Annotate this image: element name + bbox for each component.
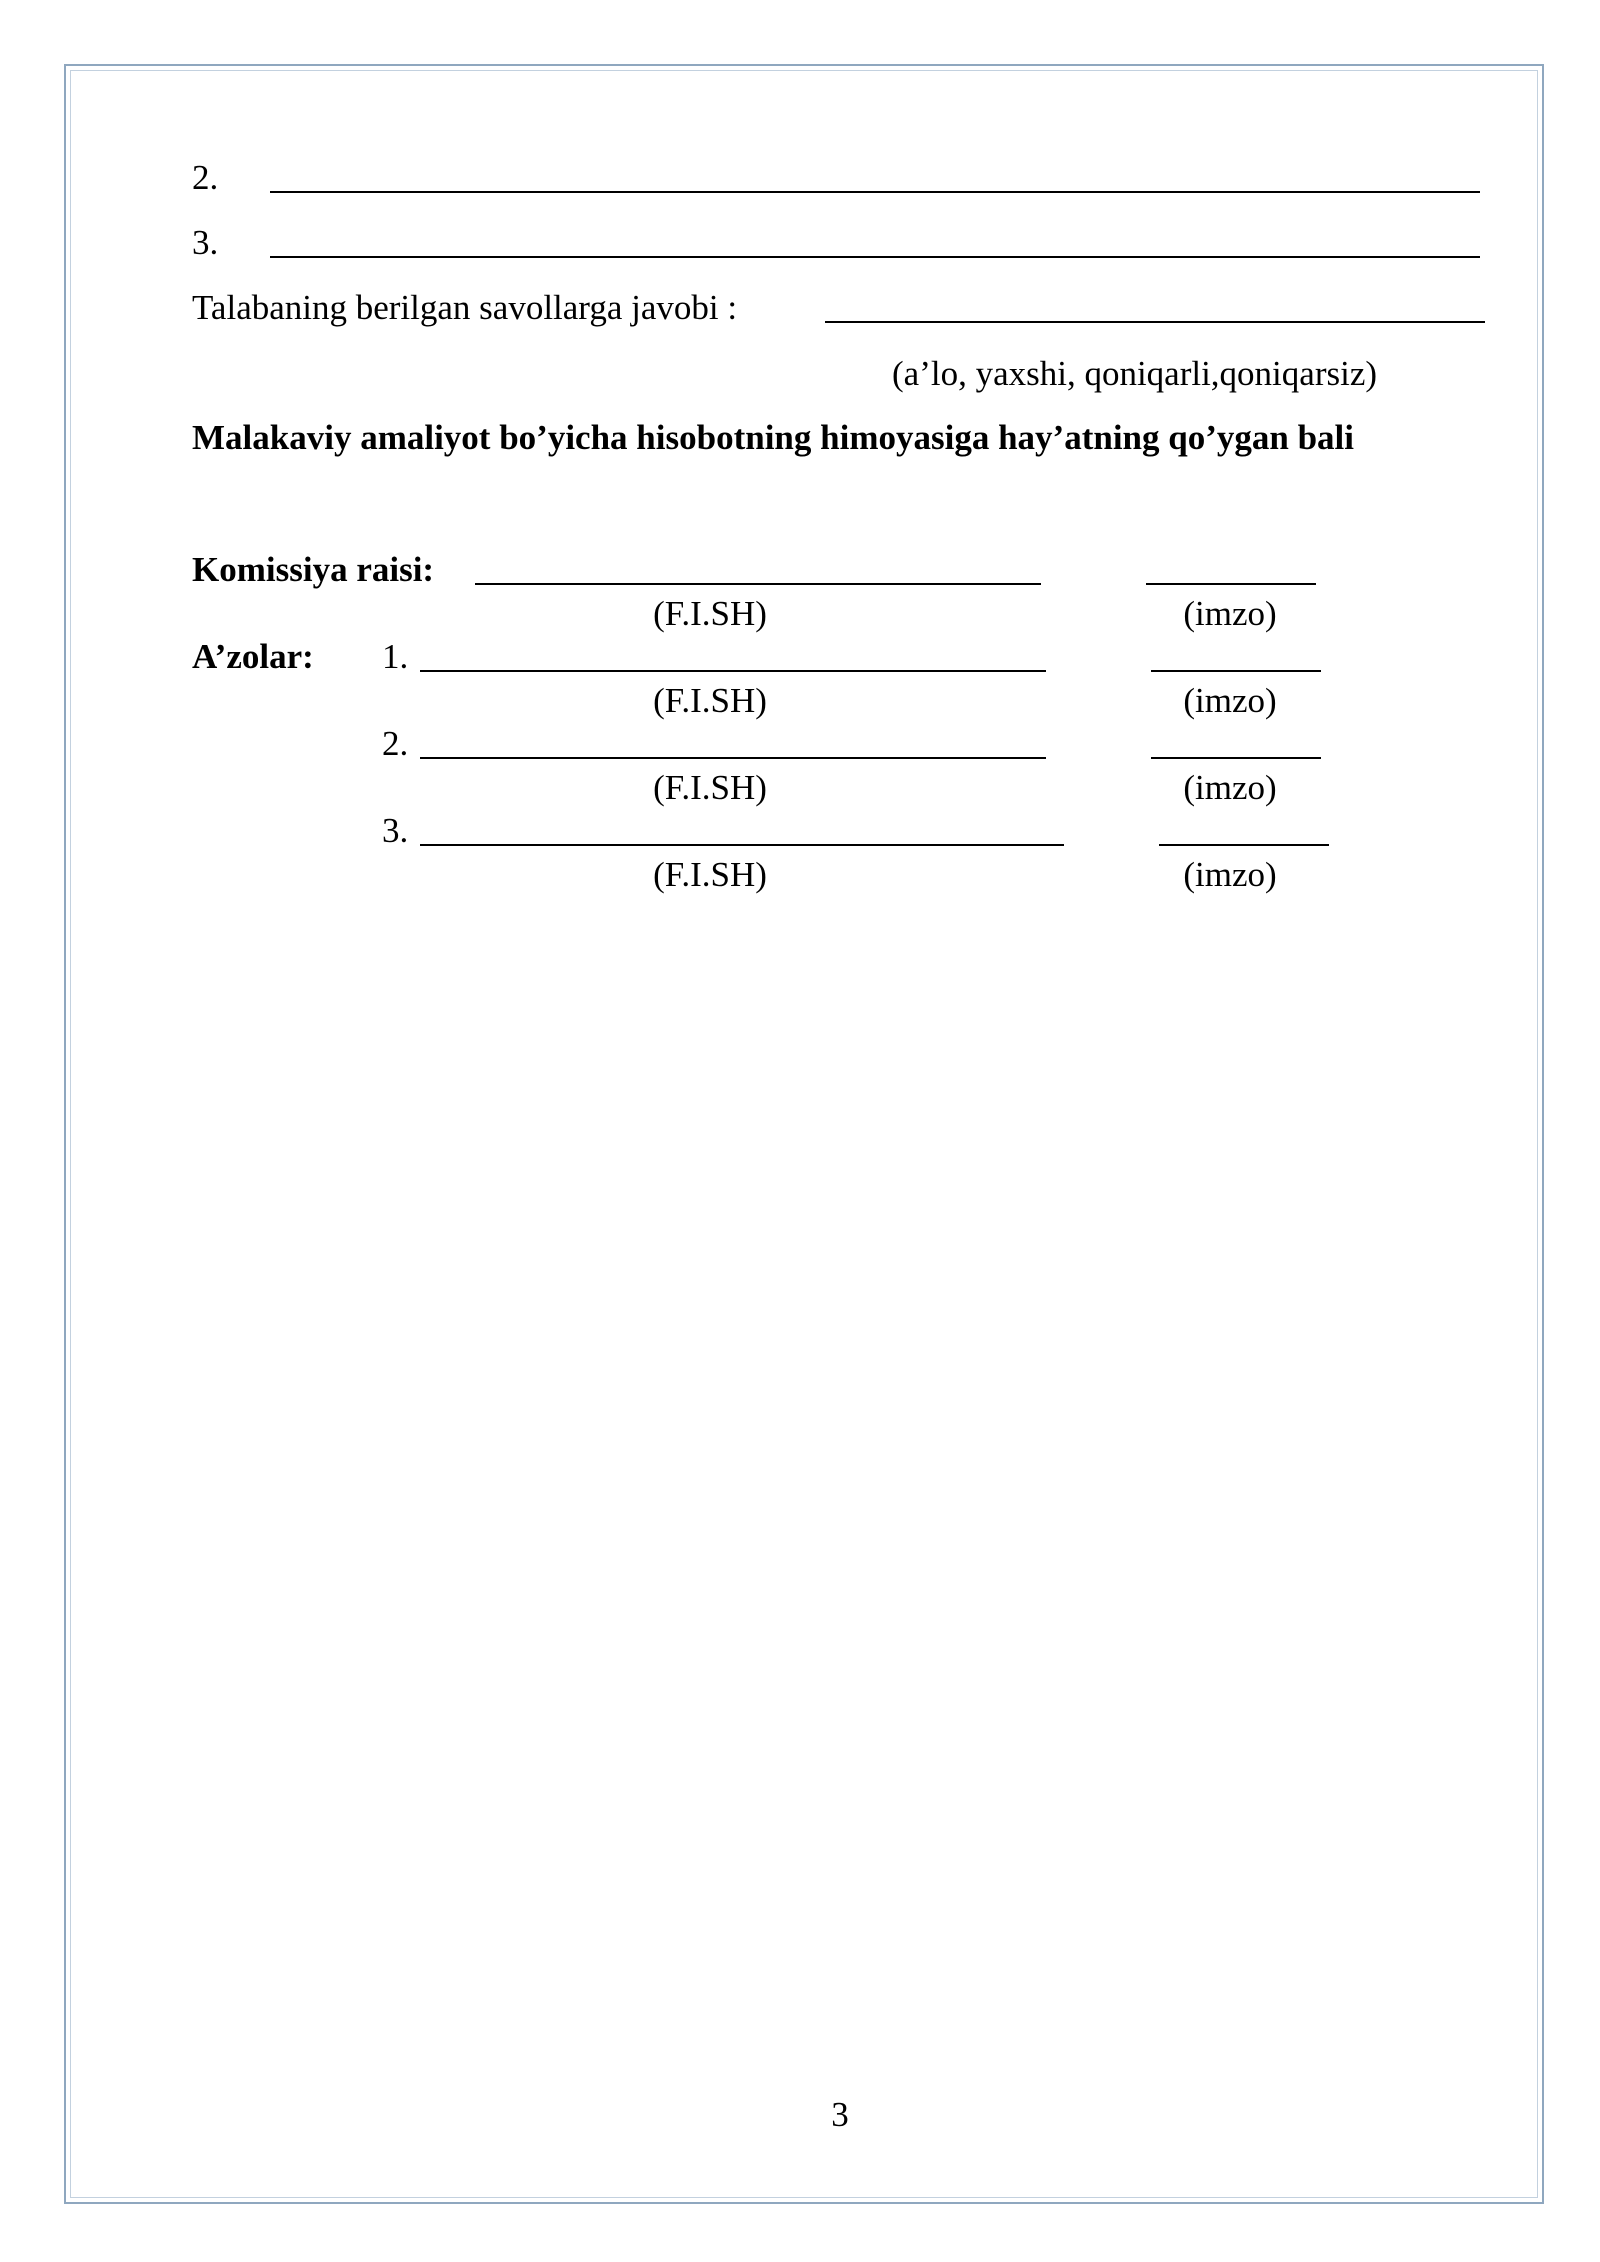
member-3-fish-caption: (F.I.SH) — [653, 855, 767, 894]
member-number-1: 1. — [382, 637, 409, 676]
member-number-3: 3. — [382, 811, 409, 850]
member-number-2: 2. — [382, 724, 409, 763]
answer-options-caption: (a’lo, yaxshi, qoniqarli,qoniqarsiz) — [892, 354, 1378, 393]
chair-imzo-caption: (imzo) — [1183, 594, 1277, 633]
member-2-imzo-caption: (imzo) — [1183, 768, 1277, 807]
question-3-answer-line — [270, 256, 1480, 258]
commission-chair-label: Komissiya raisi: — [192, 550, 435, 589]
question-number-3: 3. — [192, 223, 219, 262]
chair-fish-line — [475, 583, 1041, 585]
member-1-fish-caption: (F.I.SH) — [653, 681, 767, 720]
member-2-fish-line — [420, 757, 1046, 759]
answer-prompt: Talabaning berilgan savollarga javobi : — [192, 288, 738, 327]
member-3-imzo-caption: (imzo) — [1183, 855, 1277, 894]
members-label: A’zolar: — [192, 637, 314, 676]
member-3-fish-line — [420, 844, 1064, 846]
answer-evaluation-line — [825, 321, 1485, 323]
member-2-signature-line — [1151, 757, 1321, 759]
page-number: 3 — [831, 2095, 849, 2134]
chair-fish-caption: (F.I.SH) — [653, 594, 767, 633]
member-2-fish-caption: (F.I.SH) — [653, 768, 767, 807]
member-1-signature-line — [1151, 670, 1321, 672]
question-number-2: 2. — [192, 158, 219, 197]
score-heading: Malakaviy amaliyot bo’yicha hisobotning himoyasiga hay’atning qo’ygan bali — [192, 418, 1355, 457]
member-3-signature-line — [1159, 844, 1329, 846]
member-1-imzo-caption: (imzo) — [1183, 681, 1277, 720]
question-2-answer-line — [270, 191, 1480, 193]
chair-signature-line — [1146, 583, 1316, 585]
member-1-fish-line — [420, 670, 1046, 672]
